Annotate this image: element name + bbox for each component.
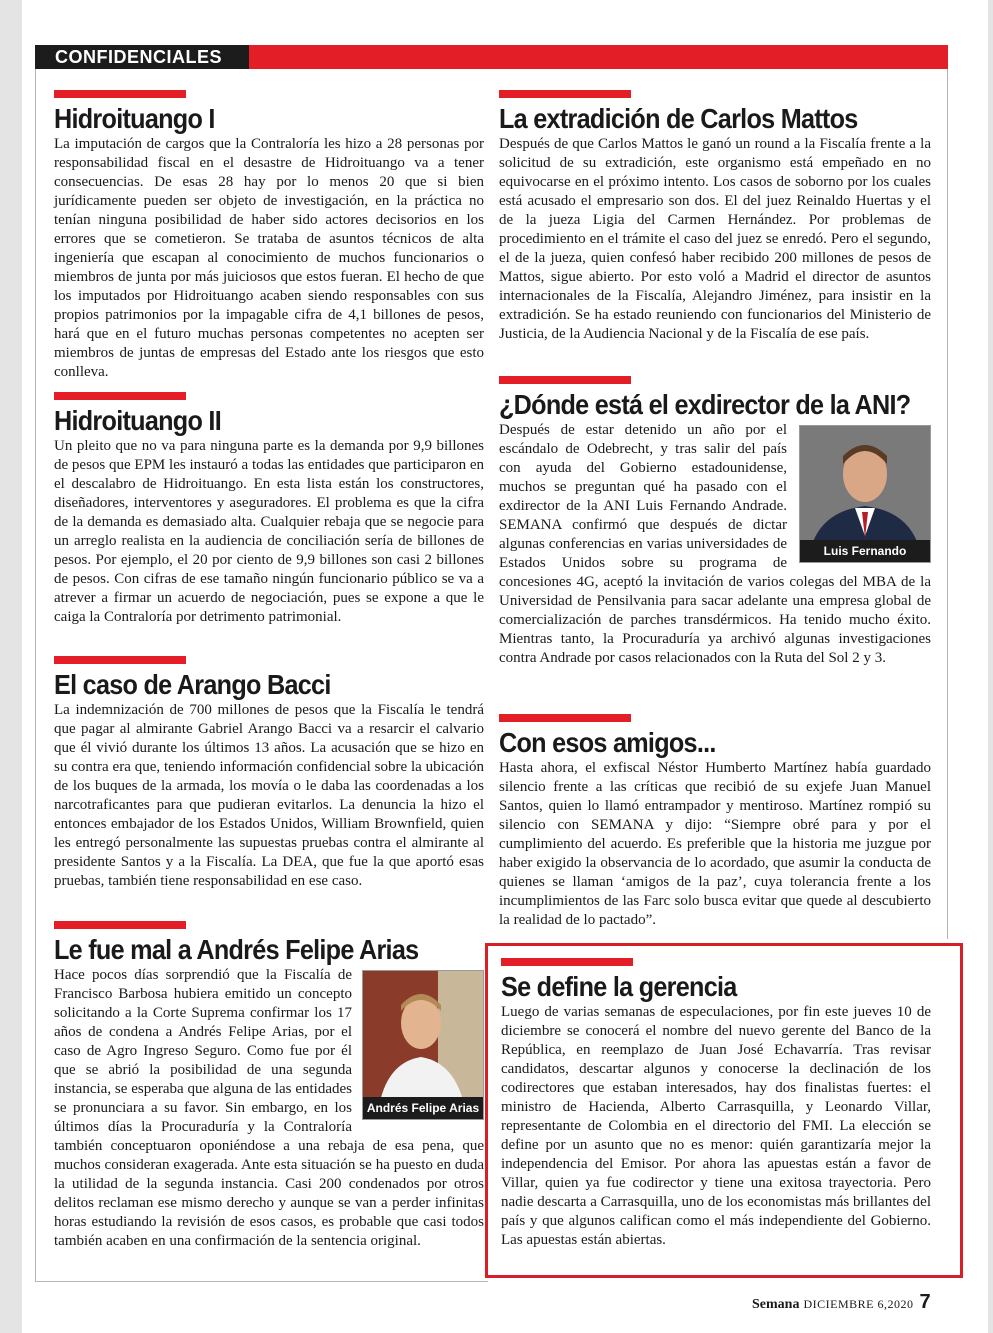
headline-accent-bar [54,656,186,664]
headline-accent-bar [54,921,186,929]
article-con-esos-amigos [499,714,931,930]
article-body: Después de estar detenido un año por el escándalo de Odebrecht, y tras salir del país con ayuda del Gobierno estadounidense, muchos se preguntan qué ha pasado con el exdirector de la ANI Luis Fernando Andrade. SEMANA confirmó que después de dictar algunas conferencias en varias universidades de Estados Unidos sobre su programa de concesiones 4G, aceptó la invitación de varios colegas del MBA de la Universidad de Pensilvania para sacar adelante una empresa global de comercialización de parches transdérmicos. Ha tenido mucho éxito. Mientras tanto, la Procuraduría ya archivó algunas investigaciones contra Andrade por casos relacionados con la Ruta del Sol 2 y 3. [499,422,931,666]
headline-accent-bar [499,376,631,384]
section-header-bar [35,45,948,69]
article-body: Hace pocos días sorprendió que la Fiscalía de Francisco Barbosa hubiera emitido un concepto solicitando a la Corte Suprema confirmar los 17 años de condena a Andrés Felipe Arias, por el caso de Agro Ingreso Seguro. Como fue por él que se abrió la posibilidad de una segunda instancia, se esperaba que alguna de las entidades se pronunciara a su favor. Sin embargo, en los últimos días la Procuraduría y la Contraloría también conceptuaron oponiéndose a una rebaja de esa pena, que muchos consideran exagerada. Ante esta situación se ha puesto en duda la utilidad de la segunda instancia. Casi 200 condenados por otros delitos reclaman ese mismo derecho y aunque se van a perder infinitas horas estudiando la revisión de esos casos, es probable que casi todos también acaben en una confirmación de la sentencia original. [54,967,484,1249]
frame-line-bottom [35,1281,488,1282]
article-body: La imputación de cargos que la Contraloría les hizo a 28 personas por responsabilidad fiscal en el desastre de Hidroituango va a tener consecuencias. De esas 28 hay por lo menos 20 que si bien jurídicamente pueden ser objeto de investigación, en la práctica no tenían ninguna posibilidad de haber sido actores decisorios en los errores que se cometieron. Se trataba de asuntos técnicos de alta ingeniería que escapan al conocimiento de muchos funcionarios o miembros de junta por más juiciosos que estos fueran. El hecho de que los imputados por Hidroituango acaben siendo responsables con sus propios patrimonios por la impagable cifra de 4,1 billones de pesos, hará que en el futuro muchas personas competentes no acepten ser miembros de juntas de empresas del Estado ante los riesgos que esto conlleva. [54,136,484,380]
section-label: CONFIDENCIALES [55,47,223,67]
headline-accent-bar [501,958,633,966]
article-carlos-mattos [499,90,931,344]
article-arango-bacci [54,656,484,891]
portrait-photo-andrade [799,425,931,563]
page-number: 7 [919,1291,931,1313]
footer-brand: Semana [752,1297,800,1312]
article-headline: El caso de Arango Bacci [54,669,331,700]
article-headline: Hidroituango I [54,103,215,134]
article-hidroituango-2 [54,392,484,627]
article-body: La indemnización de 700 millones de pesos que la Fiscalía le tendrá que pagar al almirante Gabriel Arango Bacci va a resarcir el calvario que él vivió durante los últimos 13 años. La acusación que se hizo en su contra era que, teniendo información confidencial sobre la ubicación de los buques de la armada, los movía o le daba las coordenadas a los narcotraficantes para que pudieran evitarlos. La denuncia la hizo el entonces embajador de los Estados Unidos, William Brownfield, quien les entregó personalmente las supuestas pruebas contra el almirante al presidente Santos y a la Fiscalía. La DEA, que fue la que aportó esas pruebas, también tiene responsabilidad en ese caso. [54,702,484,889]
headline-accent-bar [499,714,631,722]
article-exdirector-ani [499,376,931,668]
article-se-define-la-gerencia [501,958,931,1250]
frame-line-left [35,69,36,1282]
headline-accent-bar [499,90,631,98]
article-andres-felipe-arias [54,921,484,1251]
article-body: Después de que Carlos Mattos le ganó un round a la Fiscalía frente a la solicitud de su extradición, este organismo está empeñado en no equivocarse en el próximo intento. Los casos de soborno por los cuales está acusado el empresario son dos. El del juez Reinaldo Huertas y el de la jueza Ligia del Carmen Hernández. Por problemas de procedimiento en el trámite el caso del juez se enredó. Pero el segundo, el de la jueza, quien confesó haber recibido 200 millones de pesos de Mattos, sigue abierto. Por esto voló a Madrid el director de asuntos internacionales de la Fiscalía, Alejandro Jiménez, para insistir en la extradición. Se ha estado reuniendo con funcionarios del Ministerio de Justicia, de la Audiencia Nacional y de la Fiscalía de ese país. [499,136,931,342]
article-headline: La extradición de Carlos Mattos [499,103,858,134]
photo-caption: Luis Fernando [800,540,930,562]
article-headline: ¿Dónde está el exdirector de la ANI? [499,389,911,420]
footer-date: DICIEMBRE 6,2020 [803,1297,914,1311]
article-hidroituango-1 [54,90,484,382]
photo-caption: Andrés Felipe Arias [363,1097,483,1119]
page-footer [752,1291,931,1314]
article-body: Hasta ahora, el exfiscal Néstor Humberto Martínez había guardado silencio frente a las críticas que recibió de su exjefe Juan Manuel Santos, quien lo llamó entrampador y mentiroso. Martínez rompió su silencio con SEMANA y dijo: “Siempre obré para y por el cumplimiento del acuerdo. Es preferible que la historia me juzgue por haber exigido la observancia de lo acordado, que asumir la conducta de quienes se llaman ‘amigos de la paz’, cuya tolerancia frente a los incumplimientos de las Farc solo busca evitar que quede al descubierto la realidad de lo pactado”. [499,760,931,928]
frame-line-right [947,69,948,939]
article-headline: Le fue mal a Andrés Felipe Arias [54,934,419,965]
portrait-photo-arias [362,970,484,1120]
headline-accent-bar [54,90,186,98]
article-headline: Con esos amigos... [499,727,716,758]
article-headline: Se define la gerencia [501,971,737,1002]
article-headline: Hidroituango II [54,405,221,436]
article-body: Un pleito que no va para ninguna parte es la demanda por 9,9 billones de pesos que EPM les instauró a todas las entidades que participaron en el descalabro de Hidroituango. En esta lista están los constructores, diseñadores, interventores y aseguradores. El problema es que la cifra de la demanda es demasiado alta. Cualquier rebaja que se negocie para un arreglo realista en la audiencia de conciliación sería de billones de pesos. Por ejemplo, el 20 por ciento de 9,9 billones son casi 2 billones de pesos. Con cifras de ese tamaño ningún funcionario público se va a atrever a firmar un acuerdo de negociación, pues se expone a que le caiga la Contraloría por detrimento patrimonial. [54,438,484,625]
article-body: Luego de varias semanas de especulaciones, por fin este jueves 10 de diciembre se conocerá el nombre del nuevo gerente del Banco de la República, en reemplazo de Juan José Echavarría. Tras revisar candidatos, descartar algunos y conocerse la declinación de los codirectores que estaban interesados, hay dos finalistas fuertes: el ministro de Hacienda, Alberto Carrasquilla, y Leonardo Villar, representante de Colombia en el directorio del FMI. La elección se define por un asunto que no es menor: quién garantizaría mejor la independencia del Emisor. Por ahora las apuestas están a favor de Villar, quien ya fue codirector y tiene una exitosa trayectoria. Pero nadie descarta a Carrasquilla, uno de los economistas más brillantes del país y que algunos califican como el más independiente del Gobierno. Las apuestas están abiertas. [501,1004,931,1248]
headline-accent-bar [54,392,186,400]
